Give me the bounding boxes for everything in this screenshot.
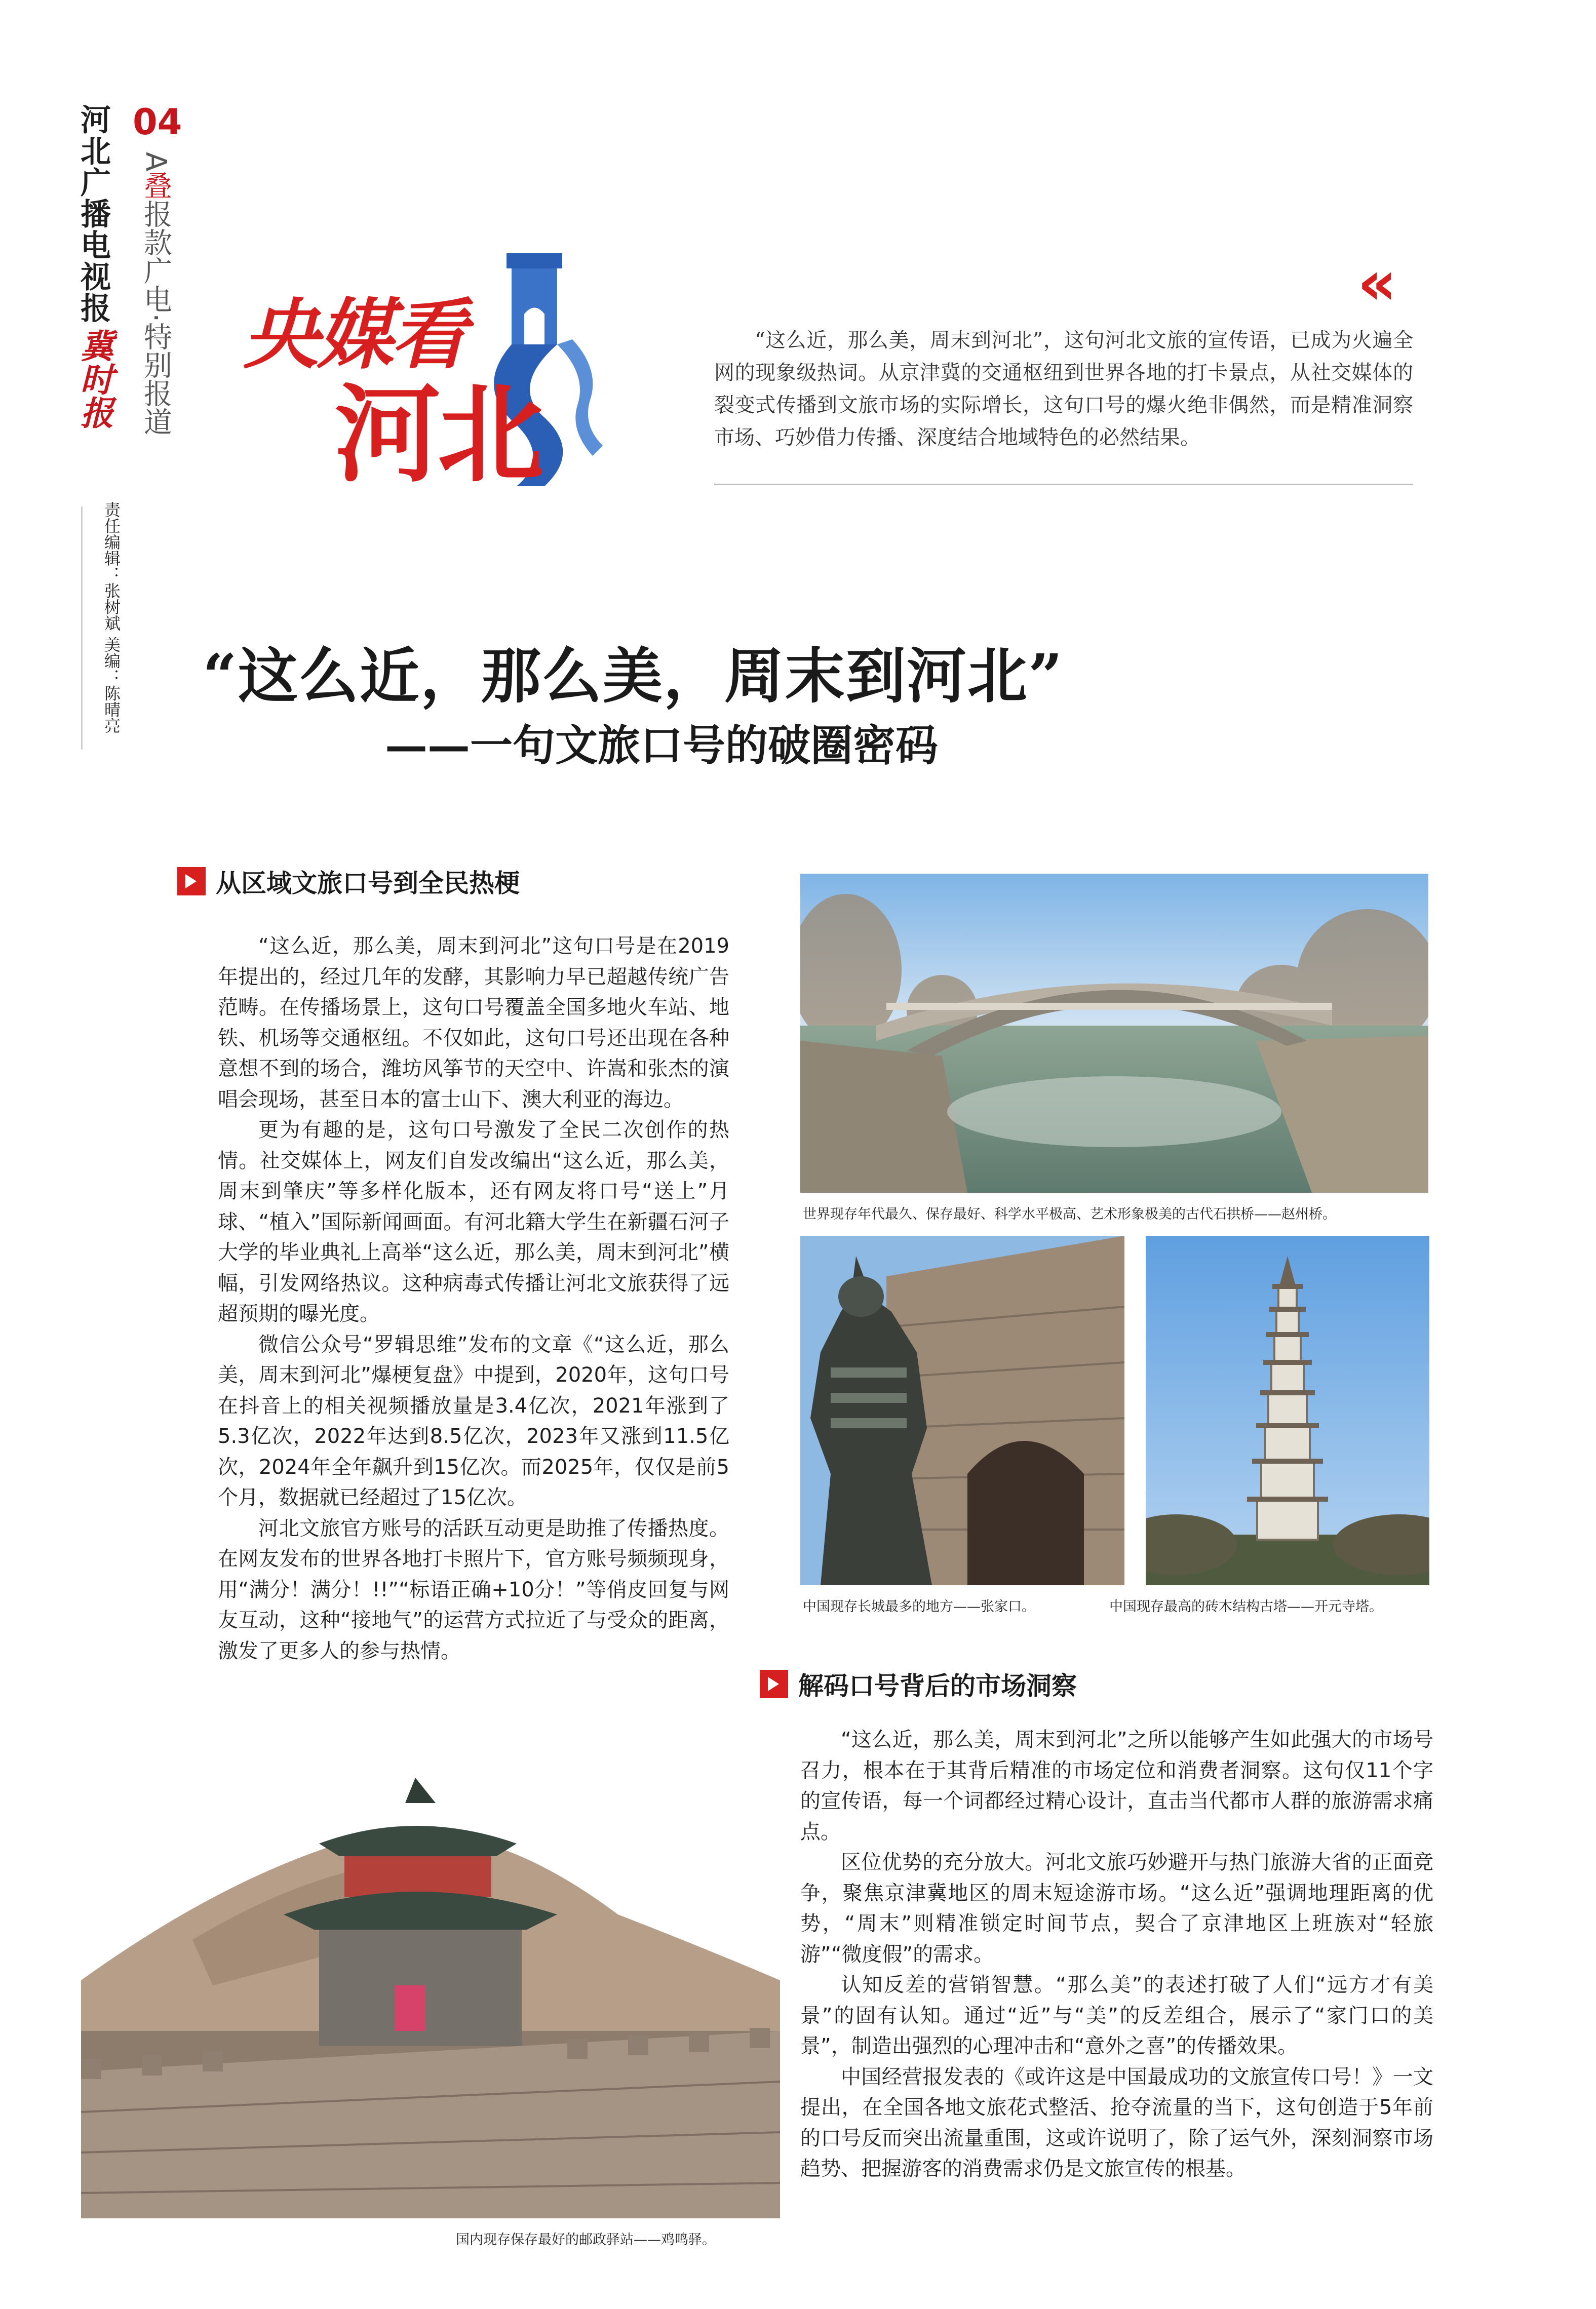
section-heading-2 <box>760 1669 1077 1699</box>
column-logo <box>243 253 648 496</box>
paragraph: “这么近，那么美，周末到河北”之所以能够产生如此强大的市场号召力，根本在于其背后精准的市场定位和消费者洞察。这句仅11个字的宣传语，每一个词都经过精心设计，直击当代都市人群的旅游需求痛点。 <box>800 1728 1433 1844</box>
paragraph: 中国经营报发表的《或许这是中国最成功的文旅宣传口号！》一文提出，在全国各地文旅花式整活、抢夺流量的当下，这句创造于5年前的口号反而突出流量重围，这或许说明了，除了运气外，深刻洞察市场趋势、把握游客的消费需求仍是文旅宣传的根基。 <box>800 2065 1433 2180</box>
intro-divider <box>714 484 1413 485</box>
paragraph: 区位优势的充分放大。河北文旅巧妙避开与热门旅游大省的正面竞争，聚焦京津冀地区的周末短途游市场。“这么近”强调地理距离的优势，“周末”则精准锁定时间节点，契合了京津地区上班族对“轻旅游”“微度假”的需求。 <box>800 1851 1433 1966</box>
masthead-divider <box>81 506 83 750</box>
caption-bridge: 世界现存年代最久、保存最好、科学水平极高、艺术形象极美的古代石拱桥——赵州桥。 <box>803 1206 1336 1222</box>
photo-jiming-post-station <box>81 1768 780 2218</box>
caption-pagoda: 中国现存最高的砖木结构古塔——开元寺塔。 <box>1109 1599 1383 1615</box>
logo-line-2: 河北 <box>334 373 541 497</box>
arrow-right-icon <box>177 867 206 895</box>
masthead <box>76 104 137 429</box>
section-letter: A <box>139 152 172 172</box>
paragraph: 认知反差的营销智慧。“那么美”的表述打破了人们“远方才有美景”的固有认知。通过“近”与“美”的反差组合，展示了“家门口的美景”，制造出强烈的心理冲击和“意外之喜”的传播效果。 <box>800 1973 1433 2058</box>
newspaper-name: 河北广播电视报 <box>75 104 111 324</box>
photo-zhaozhou-bridge <box>800 874 1428 1193</box>
section-heading-text: 解码口号背后的市场洞察 <box>798 1671 1077 1701</box>
caption-post-station: 国内现存保存最好的邮政驿站——鸡鸣驿。 <box>456 2232 716 2248</box>
section-heading-text: 从区域文旅口号到全民热梗 <box>216 869 520 898</box>
section-tag <box>136 152 171 436</box>
paragraph: 微信公众号“罗辑思维”发布的文章《“这么近，那么美，周末到河北”爆梗复盘》中提到，2020年，这句口号在抖音上的相关视频播放量是3.4亿次，2021年涨到了5.3亿次，2022年达到8.5亿次，2023年又涨到11.5亿次，2024年全年飙升到15亿次。而2025年，仅仅是前5个月，数据就已经超过了15亿次。 <box>218 1333 729 1509</box>
logo-line-1: 央媒看 <box>243 291 465 379</box>
headline: “这么近，那么美，周末到河北” <box>203 641 1064 711</box>
newspaper-seal: 冀时报 <box>74 329 114 429</box>
photo-kaiyuan-pagoda <box>1146 1236 1429 1585</box>
section-1-body <box>218 931 729 1666</box>
arrow-right-icon <box>760 1670 788 1698</box>
section-name: 报款广电·特别报道 <box>139 200 172 436</box>
editor-credits: 责任编辑：张树斌 美编：陈晴亮 <box>102 501 121 734</box>
paragraph: “这么近，那么美，周末到河北”这句口号是在2019年提出的，经过几年的发酵，其影响力早已超越传统广告范畴。在传播场景上，这句口号覆盖全国多地火车站、地铁、机场等交通枢纽。不仅如此，这句口号还出现在各种意想不到的场合，潍坊风筝节的天空中、许嵩和张杰的演唱会现场，甚至日本的富士山下、澳大利亚的海边。 <box>218 934 729 1111</box>
page-number: 04 <box>133 101 182 143</box>
section-2-body <box>800 1725 1433 2184</box>
quote-mark-icon: « <box>1357 248 1397 319</box>
caption-wall: 中国现存长城最多的地方——张家口。 <box>803 1599 1035 1615</box>
intro-paragraph: “这么近，那么美，周末到河北”，这句河北文旅的宣传语，已成为火遍全网的现象级热词。从京津冀的交通枢纽到世界各地的打卡景点，从社交媒体的裂变式传播到文旅市场的实际增长，这句口号的爆火绝非偶然，而是精准洞察市场、巧妙借力传播、深度结合地域特色的必然结果。 <box>714 329 1413 449</box>
subheadline: ——一句文旅口号的破圈密码 <box>385 720 939 770</box>
section-edition: 叠 <box>139 171 172 200</box>
paragraph: 河北文旅官方账号的活跃互动更是助推了传播热度。在网友发布的世界各地打卡照片下，官方账号频频现身，用“满分！满分！!!”“标语正确+10分！”等俏皮回复与网友互动，这种“接地气”的运营方式拉近了与受众的距离，激发了更多人的参与热情。 <box>218 1516 729 1663</box>
section-heading-1 <box>177 866 520 896</box>
paragraph: 更为有趣的是，这句口号激发了全民二次创作的热情。社交媒体上，网友们自发改编出“这么近，那么美，周末到肇庆”等多样化版本，还有网友将口号“送上”月球、“植入”国际新闻画面。有河北籍大学生在新疆石河子大学的毕业典礼上高举“这么近，那么美，周末到河北”横幅，引发网络热议。这种病毒式传播让河北文旅获得了远超预期的曝光度。 <box>218 1118 729 1325</box>
photo-zhangjiakou-wall <box>800 1236 1124 1585</box>
